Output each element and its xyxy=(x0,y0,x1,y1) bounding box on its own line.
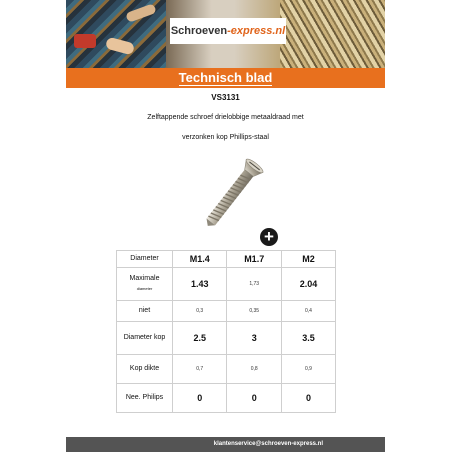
table-cell: 0 xyxy=(281,384,335,413)
row-label: Diameter kop xyxy=(117,322,173,355)
size-m2: M2 xyxy=(281,251,335,268)
brand-name: Schroeven xyxy=(170,25,228,37)
table-row xyxy=(117,355,336,384)
screws-photo xyxy=(280,0,385,68)
size-m17: M1.7 xyxy=(227,251,281,268)
row-label: niet xyxy=(117,301,173,322)
tools-photo xyxy=(66,0,166,68)
brand-logo xyxy=(170,18,286,44)
table-cell: 0 xyxy=(227,384,281,413)
row-label: Kop dikte xyxy=(117,355,173,384)
spec-table xyxy=(116,250,336,413)
table-cell: 0,3 xyxy=(173,301,227,322)
table-row xyxy=(117,301,336,322)
row-label: Nee. Philips xyxy=(117,384,173,413)
brand-domain: -express.nl xyxy=(227,25,286,37)
size-m14: M1.4 xyxy=(173,251,227,268)
title-bar xyxy=(66,68,385,88)
table-cell: 0,8 xyxy=(227,355,281,384)
row-label: Maximale diameter xyxy=(117,268,173,301)
product-description xyxy=(96,108,355,148)
table-row xyxy=(117,384,336,413)
description-line-1: Zelftappende schroef drielobbige metaaldraad met xyxy=(147,114,304,121)
table-cell: 2.04 xyxy=(281,268,335,301)
description-line-2: verzonken kop Phillips-staal xyxy=(182,134,269,141)
table-row xyxy=(117,322,336,355)
header-banner xyxy=(66,0,385,68)
table-cell: 1.43 xyxy=(173,268,227,301)
table-cell: 2.5 xyxy=(173,322,227,355)
phillips-drive-icon: + xyxy=(260,228,278,246)
page-title: Technisch blad xyxy=(178,70,273,85)
row-sublabel: diameter xyxy=(136,286,153,291)
datasheet-page xyxy=(66,0,385,452)
table-cell: 0,35 xyxy=(227,301,281,322)
header-label: Diameter xyxy=(117,251,173,268)
table-cell: 0,9 xyxy=(281,355,335,384)
table-cell: 3 xyxy=(227,322,281,355)
footer-bar xyxy=(66,437,385,452)
table-cell: 0,7 xyxy=(173,355,227,384)
table-header-row xyxy=(117,251,336,268)
table-cell: 1,73 xyxy=(227,268,281,301)
table-cell: 3.5 xyxy=(281,322,335,355)
table-row xyxy=(117,268,336,301)
footer-email: klantenservice@schroeven-express.nl xyxy=(213,441,323,447)
product-code: VS3131 xyxy=(211,93,240,102)
table-cell: 0,4 xyxy=(281,301,335,322)
table-cell: 0 xyxy=(173,384,227,413)
